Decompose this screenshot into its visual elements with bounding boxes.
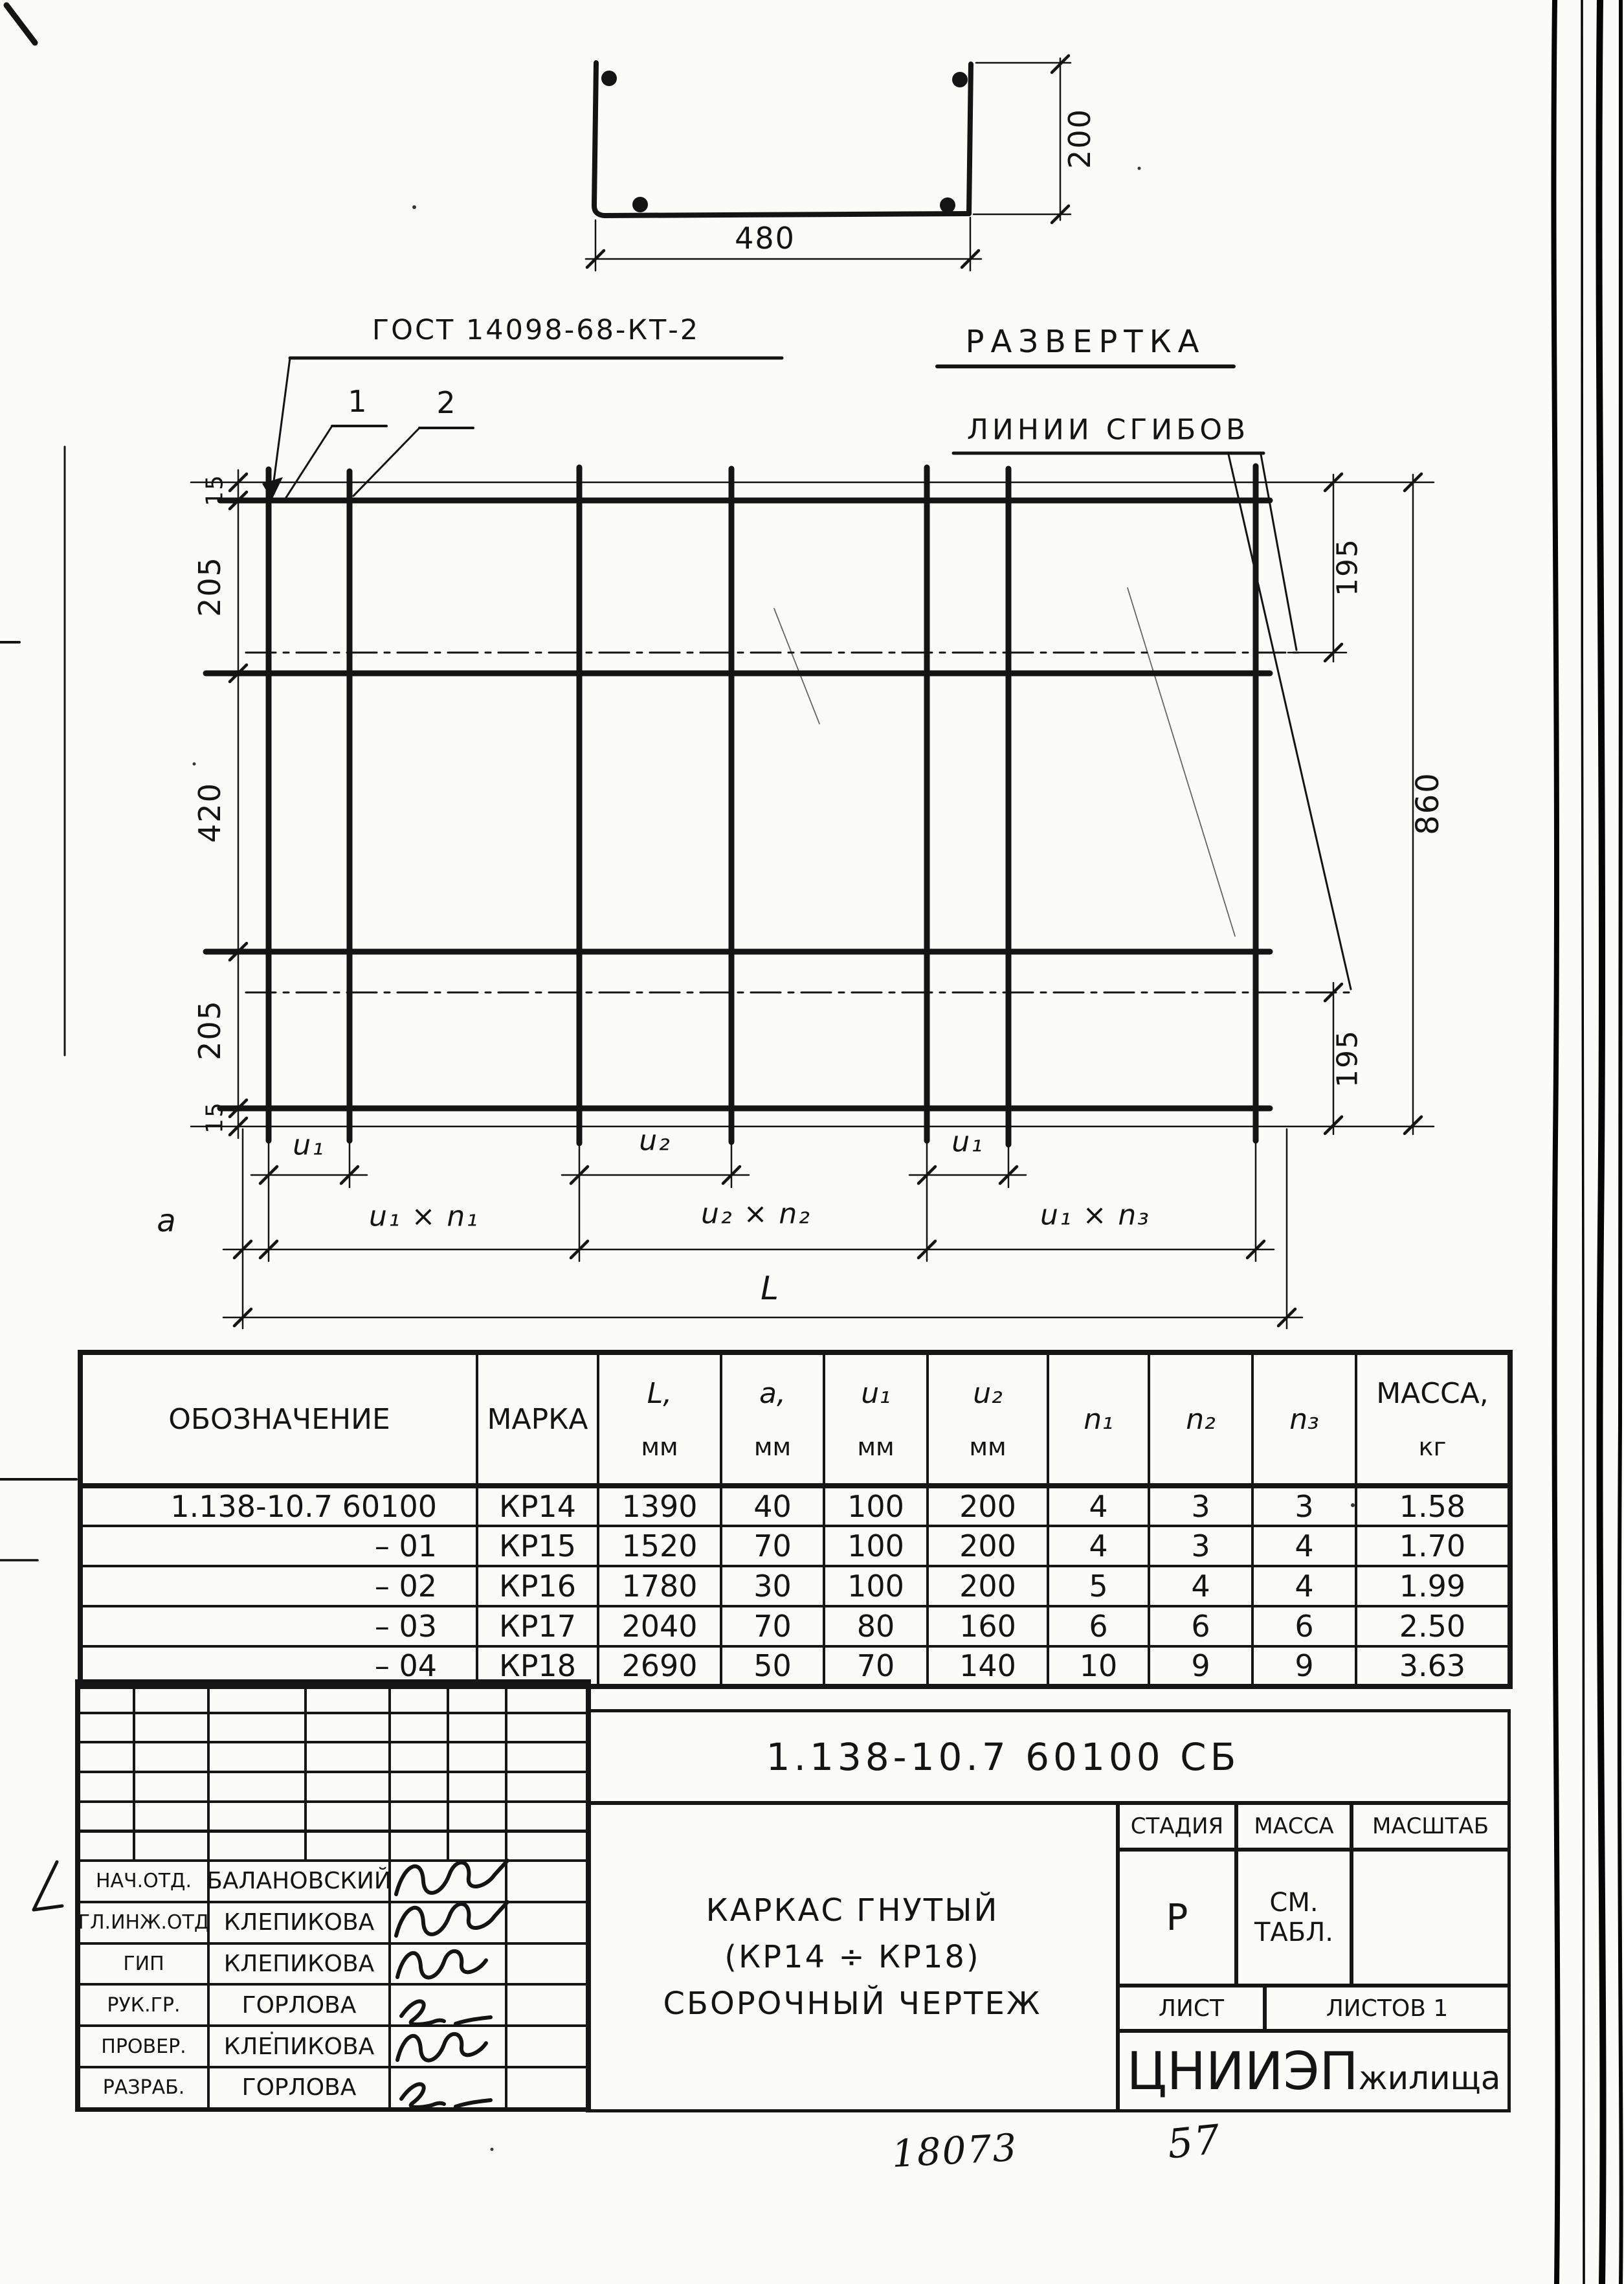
organization-cell [1117, 2030, 1511, 2112]
table-row [80, 1486, 1510, 1526]
table-row [80, 1606, 1510, 1646]
column-header: L, мм [598, 1352, 721, 1486]
table-cell: 2040 [598, 1606, 721, 1646]
table-cell: 30 [721, 1566, 824, 1606]
organization-suffix: жилища [1358, 2059, 1501, 2097]
dim-left-15-bottom: 15 [201, 1101, 228, 1134]
table-cell: КР18 [477, 1646, 598, 1686]
column-header: a, мм [721, 1352, 824, 1486]
table-cell: 2.50 [1356, 1606, 1510, 1646]
table-cell: КР17 [477, 1606, 598, 1646]
development-title: РАЗВЕРТКА [965, 324, 1206, 360]
scale-value-cell [1350, 1848, 1511, 1987]
signature-role-cell: ГИП [78, 1942, 210, 1986]
dim-profile-height: 200 [1062, 108, 1097, 169]
table-cell: 6 [1048, 1606, 1149, 1646]
table-cell: КР15 [477, 1526, 598, 1566]
table-cell: 6 [1252, 1606, 1356, 1646]
table-cell: 1.99 [1356, 1566, 1510, 1606]
organization-name: ЦНИИЭП [1126, 2041, 1359, 2101]
scale-header-cell: МАСШТАБ [1350, 1802, 1511, 1851]
mass-value-cell [1235, 1848, 1353, 1987]
dim-zone2: u₂ × n₂ [701, 1197, 811, 1231]
dim-u1-left: u₁ [293, 1128, 325, 1162]
table-cell: 100 [824, 1526, 928, 1566]
signature-name-cell: КЛЕПИКОВА [207, 1942, 391, 1986]
drawing-title-cell [586, 1802, 1119, 2112]
dim-right-195-bottom: 195 [1331, 1029, 1364, 1088]
table-cell: 100 [824, 1566, 928, 1606]
signature-name-cell: ГОРЛОВА [207, 2066, 391, 2110]
margin-artifacts [0, 5, 76, 1910]
signature-role-cell: ГЛ.ИНЖ.ОТД [78, 1901, 210, 1945]
table-cell: 4 [1048, 1486, 1149, 1526]
scratch-lines [774, 588, 1235, 936]
signature-name-cell: КЛЕПИКОВА [207, 1901, 391, 1945]
callout-1: 1 [348, 384, 368, 419]
table-cell: 160 [928, 1606, 1048, 1646]
dim-right-195-top: 195 [1331, 538, 1364, 596]
leader-arrowhead [262, 477, 283, 500]
table-cell: – 02 [80, 1566, 477, 1606]
stage-header-cell: СТАДИЯ [1117, 1802, 1238, 1851]
handwritten-page-number: 57 [1164, 2115, 1224, 2168]
fold-lines [246, 653, 1353, 992]
dim-total-L: L [761, 1270, 780, 1307]
table-cell: 4 [1252, 1526, 1356, 1566]
mass-value-line: ТАБЛ. [1254, 1918, 1334, 1947]
table-cell: КР16 [477, 1566, 598, 1606]
development-longitudinal-bars [206, 500, 1270, 1108]
gost-weld-label: ГОСТ 14098-68-КТ-2 [372, 314, 700, 346]
column-header: МАССА, кг [1356, 1352, 1510, 1486]
drawing-title-line: (КР14 ÷ КР18) [724, 1939, 981, 1975]
table-cell: 9 [1149, 1646, 1252, 1686]
signature-name-cell: БАЛАНОВСКИЙ [207, 1859, 391, 1903]
development-edges [191, 482, 1434, 1126]
dim-u1-right: u₁ [951, 1125, 984, 1159]
column-header: n₃ [1252, 1352, 1356, 1486]
table-cell: 70 [824, 1646, 928, 1686]
column-header: n₁ [1048, 1352, 1149, 1486]
signature-name-cell: КЛЕПИКОВА [207, 2024, 391, 2068]
table-cell: 1520 [598, 1526, 721, 1566]
column-header: n₂ [1149, 1352, 1252, 1486]
table-cell: 3 [1149, 1526, 1252, 1566]
development-cross-bars [269, 466, 1256, 1145]
table-cell: 3 [1252, 1486, 1356, 1526]
table-cell: 40 [721, 1486, 824, 1526]
column-header: МАРКА [477, 1352, 598, 1486]
signature-role-cell: ПРОВЕР. [78, 2024, 210, 2068]
table-cell: – 03 [80, 1606, 477, 1646]
table-cell: 1.138-10.7 60100 [80, 1486, 477, 1526]
sheets-count-cell: ЛИСТОВ 1 [1263, 1984, 1511, 2032]
dim-a: a [157, 1203, 177, 1239]
table-row [80, 1526, 1510, 1566]
table-cell: 4 [1149, 1566, 1252, 1606]
table-cell: 1.58 [1356, 1486, 1510, 1526]
table-cell: 100 [824, 1486, 928, 1526]
specification-table [78, 1350, 1513, 1689]
dim-left-205-bottom: 205 [192, 1000, 227, 1060]
drawing-title-line: СБОРОЧНЫЙ ЧЕРТЕЖ [663, 1986, 1042, 2022]
table-header-row [80, 1352, 1510, 1486]
table-cell: 80 [824, 1606, 928, 1646]
column-header: u₂ мм [928, 1352, 1048, 1486]
dim-right-860: 860 [1410, 772, 1446, 835]
stage-value-cell: Р [1117, 1848, 1238, 1987]
table-row [80, 1566, 1510, 1606]
scan-streaks [1553, 0, 1621, 2284]
table-cell: 70 [721, 1606, 824, 1646]
dim-u2: u₂ [639, 1124, 671, 1158]
drawing-title-line: КАРКАС ГНУТЫЙ [706, 1892, 999, 1929]
table-cell: 140 [928, 1646, 1048, 1686]
table-cell: 200 [928, 1566, 1048, 1606]
profile-view [586, 56, 1071, 271]
table-cell: 4 [1252, 1566, 1356, 1606]
dim-zone3: u₁ × n₃ [1040, 1198, 1150, 1232]
table-cell: 50 [721, 1646, 824, 1686]
dim-profile-width: 480 [735, 221, 795, 256]
table-cell: КР14 [477, 1486, 598, 1526]
mass-header-cell: МАССА [1235, 1802, 1353, 1851]
table-cell: 2690 [598, 1646, 721, 1686]
table-cell: 9 [1252, 1646, 1356, 1686]
signature-block-border [75, 1679, 591, 2112]
table-cell: 3.63 [1356, 1646, 1510, 1686]
table-cell: – 04 [80, 1646, 477, 1686]
column-header: u₁ мм [824, 1352, 928, 1486]
signature-name-cell: ГОРЛОВА [207, 1983, 391, 2027]
callout-2: 2 [436, 385, 457, 420]
fold-lines-label: ЛИНИИ СГИБОВ [966, 413, 1250, 447]
table-cell: 70 [721, 1526, 824, 1566]
table-cell: 200 [928, 1526, 1048, 1566]
mass-value-line: СМ. [1269, 1888, 1318, 1918]
dim-left-205-top: 205 [192, 556, 227, 617]
column-header: ОБОЗНАЧЕНИЕ [80, 1352, 477, 1486]
signature-role-cell: РУК.ГР. [78, 1983, 210, 2027]
table-cell: 5 [1048, 1566, 1149, 1606]
dimension-ticks [230, 474, 1421, 1326]
signature-role-cell: НАЧ.ОТД. [78, 1859, 210, 1903]
dim-left-15-top: 15 [201, 474, 228, 506]
table-cell: 10 [1048, 1646, 1149, 1686]
sheet-cell: ЛИСТ [1117, 1984, 1266, 2032]
signature-role-cell: РАЗРАБ. [78, 2066, 210, 2110]
dim-zone1: u₁ × n₁ [369, 1200, 479, 1233]
table-cell: 1.70 [1356, 1526, 1510, 1566]
table-cell: 1780 [598, 1566, 721, 1606]
table-cell: 4 [1048, 1526, 1149, 1566]
table-cell: – 01 [80, 1526, 477, 1566]
doc-number-cell: 1.138-10.7 60100 СБ [586, 1709, 1511, 1804]
table-cell: 200 [928, 1486, 1048, 1526]
table-cell: 6 [1149, 1606, 1252, 1646]
dim-left-420: 420 [192, 782, 227, 843]
handwritten-number: 18073 [891, 2125, 1019, 2177]
table-cell: 3 [1149, 1486, 1252, 1526]
table-cell: 1390 [598, 1486, 721, 1526]
